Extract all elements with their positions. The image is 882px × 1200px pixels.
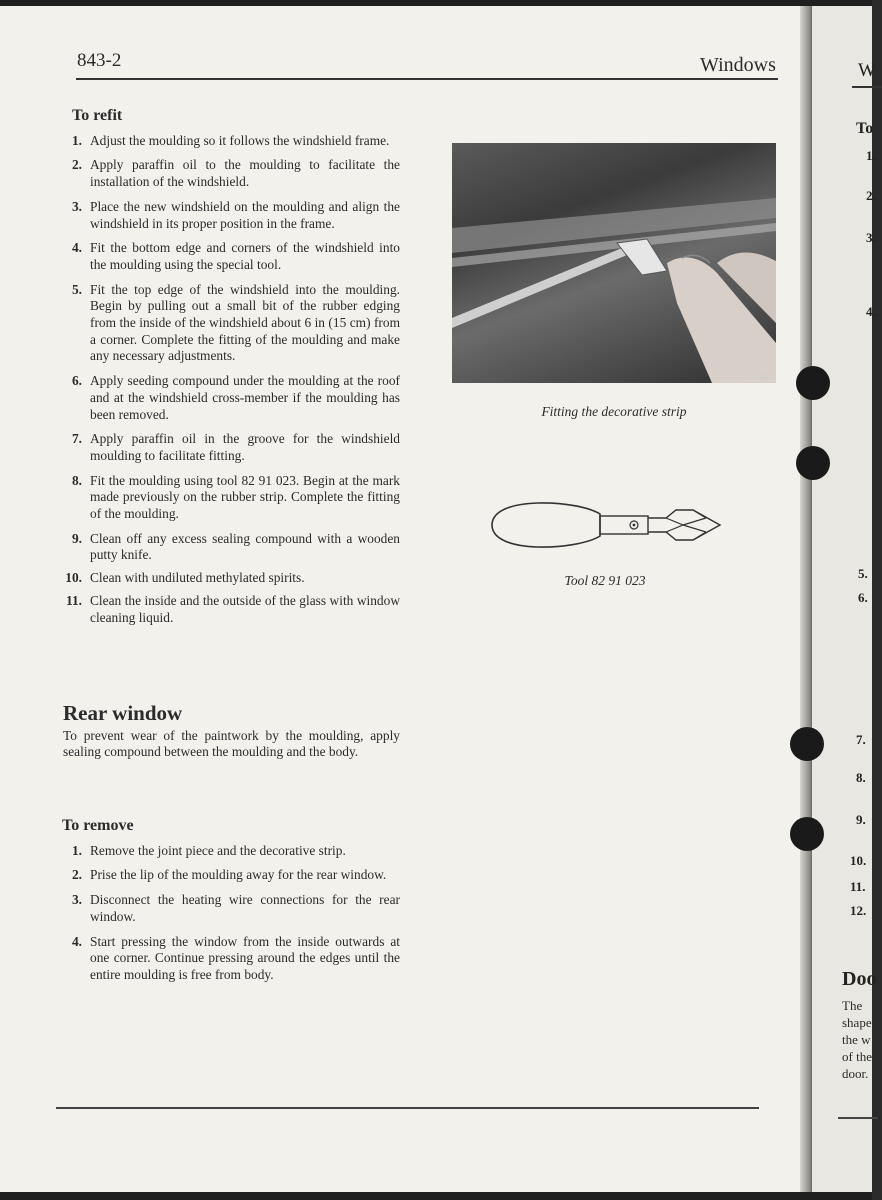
- step-text: Prise the lip of the moulding away for the rear window.: [90, 867, 387, 883]
- step-number: 4.: [71, 240, 82, 256]
- step-text: Remove the joint piece and the decorative strip.: [90, 842, 346, 858]
- right-step-number: 1.: [866, 148, 876, 163]
- right-step-number: 8.: [856, 770, 866, 785]
- step-item: [60, 240, 400, 273]
- rear-window-heading: Rear window: [63, 701, 183, 725]
- step-item: [60, 570, 400, 587]
- step-text: Disconnect the heating wire connections for the rear window.: [90, 892, 400, 924]
- step-item: [60, 892, 400, 925]
- refit-section: [60, 108, 400, 626]
- step-text: Apply seeding compound under the moulding at the roof and at the windshield cross-member if the moulding has been removed.: [90, 373, 400, 422]
- binder-hole: [796, 446, 830, 480]
- step-item: [60, 282, 400, 366]
- photo-code: S 2109: [747, 374, 770, 381]
- step-number: 6.: [71, 373, 82, 389]
- right-page-heading: To: [856, 120, 874, 137]
- right-step-number: 2.: [866, 188, 876, 203]
- step-number: 8.: [71, 472, 82, 488]
- right-step-number: 5.: [858, 566, 868, 581]
- remove-heading: To remove: [62, 817, 134, 834]
- step-text: Clean off any excess sealing compound with a wooden putty knife.: [90, 530, 400, 563]
- step-text: Clean the inside and the outside of the glass with window cleaning liquid.: [90, 592, 400, 625]
- footer-rule: [56, 1107, 759, 1109]
- remove-section: [60, 818, 400, 984]
- refit-steps: [60, 133, 400, 627]
- step-item: [60, 199, 400, 232]
- step-number: 4.: [71, 933, 82, 949]
- header-rule: [76, 78, 778, 80]
- right-text-line: door.: [842, 1066, 869, 1081]
- step-text: Start pressing the window from the inside outwards at one corner. Continue pressing around the edges until the entire moulding is free from body.: [90, 933, 400, 982]
- section-title: Windows: [700, 54, 776, 76]
- step-text: Apply paraffin oil to the moulding to facilitate the installation of the windshield.: [90, 157, 400, 190]
- step-number: 9.: [71, 530, 82, 546]
- step-item: [60, 934, 400, 984]
- binder-hole: [790, 727, 824, 761]
- right-step-number: 9.: [856, 812, 866, 827]
- tool-caption: Tool 82 91 023: [564, 573, 646, 588]
- step-item: [60, 843, 400, 860]
- step-text: Fit the bottom edge and corners of the windshield into the moulding using the special tool.: [90, 240, 400, 272]
- step-text: Fit the top edge of the windshield into the moulding. Begin by pulling out a small bit of the rubber edging from the inside of the windshield about 6 in (15 cm) from a corner. Complete the fitting of the moulding and make any necessary adjustments.: [90, 281, 400, 364]
- step-number: 1.: [71, 842, 82, 858]
- step-item: [60, 431, 400, 464]
- right-step-number: 7.: [856, 732, 866, 747]
- page-number: 843-2: [77, 50, 122, 71]
- right-text-line: The: [842, 998, 863, 1013]
- refit-heading: To refit: [72, 107, 123, 124]
- special-tool-drawing: [488, 490, 728, 560]
- step-number: 11.: [66, 592, 82, 608]
- right-page-heading-2: Doo: [842, 968, 877, 990]
- rear-window-intro: To prevent wear of the paintwork by the moulding, apply sealing compound between the moulding and the body.: [63, 727, 400, 760]
- step-item: [60, 133, 400, 150]
- step-number: 10.: [65, 570, 82, 586]
- rear-window-section: [60, 701, 400, 761]
- step-number: 2.: [71, 867, 82, 883]
- right-step-number: 6.: [858, 590, 868, 605]
- step-item: [60, 867, 400, 884]
- step-text: Clean with undiluted methylated spirits.: [90, 570, 305, 586]
- step-number: 3.: [71, 198, 82, 214]
- step-item: [60, 473, 400, 523]
- step-text: Fit the moulding using tool 82 91 023. Begin at the mark made previously on the rubber strip. Complete the fitting of the moulding.: [90, 472, 400, 522]
- right-step-number: 12.: [850, 903, 867, 918]
- step-item: [60, 593, 400, 626]
- step-text: Adjust the moulding so it follows the windshield frame.: [90, 132, 390, 148]
- right-text-line: shape: [842, 1015, 872, 1030]
- page-top-edge: [0, 0, 872, 6]
- right-step-number: 4.: [866, 304, 876, 319]
- step-number: 2.: [71, 157, 82, 173]
- step-number: 1.: [71, 132, 82, 148]
- right-page: [812, 0, 877, 1200]
- step-number: 7.: [71, 431, 82, 447]
- photo-illustration: [452, 143, 776, 383]
- remove-steps: [60, 843, 400, 984]
- page-bottom-edge: [0, 1192, 872, 1200]
- step-text: Apply paraffin oil in the groove for the windshield moulding to facilitate fitting.: [90, 431, 400, 463]
- step-number: 5.: [71, 281, 82, 297]
- right-footer-rule: [838, 1117, 878, 1119]
- right-page-header: W: [858, 60, 876, 81]
- right-text-line: the w: [842, 1032, 871, 1047]
- right-step-number: 11.: [850, 879, 866, 894]
- step-item: [60, 157, 400, 190]
- right-text-line: of the: [842, 1049, 872, 1064]
- binder-hole: [796, 366, 830, 400]
- right-step-number: 10.: [850, 853, 867, 868]
- photo-caption: Fitting the decorative strip: [541, 404, 687, 419]
- step-item: [60, 531, 400, 564]
- decorative-strip-photo: [452, 143, 776, 383]
- right-header-rule: [852, 86, 882, 88]
- step-item: [60, 373, 400, 423]
- right-step-number: 3.: [866, 230, 876, 245]
- step-text: Place the new windshield on the moulding and align the windshield in its proper position in the frame.: [90, 198, 400, 231]
- binder-hole: [790, 817, 824, 851]
- step-number: 3.: [71, 892, 82, 908]
